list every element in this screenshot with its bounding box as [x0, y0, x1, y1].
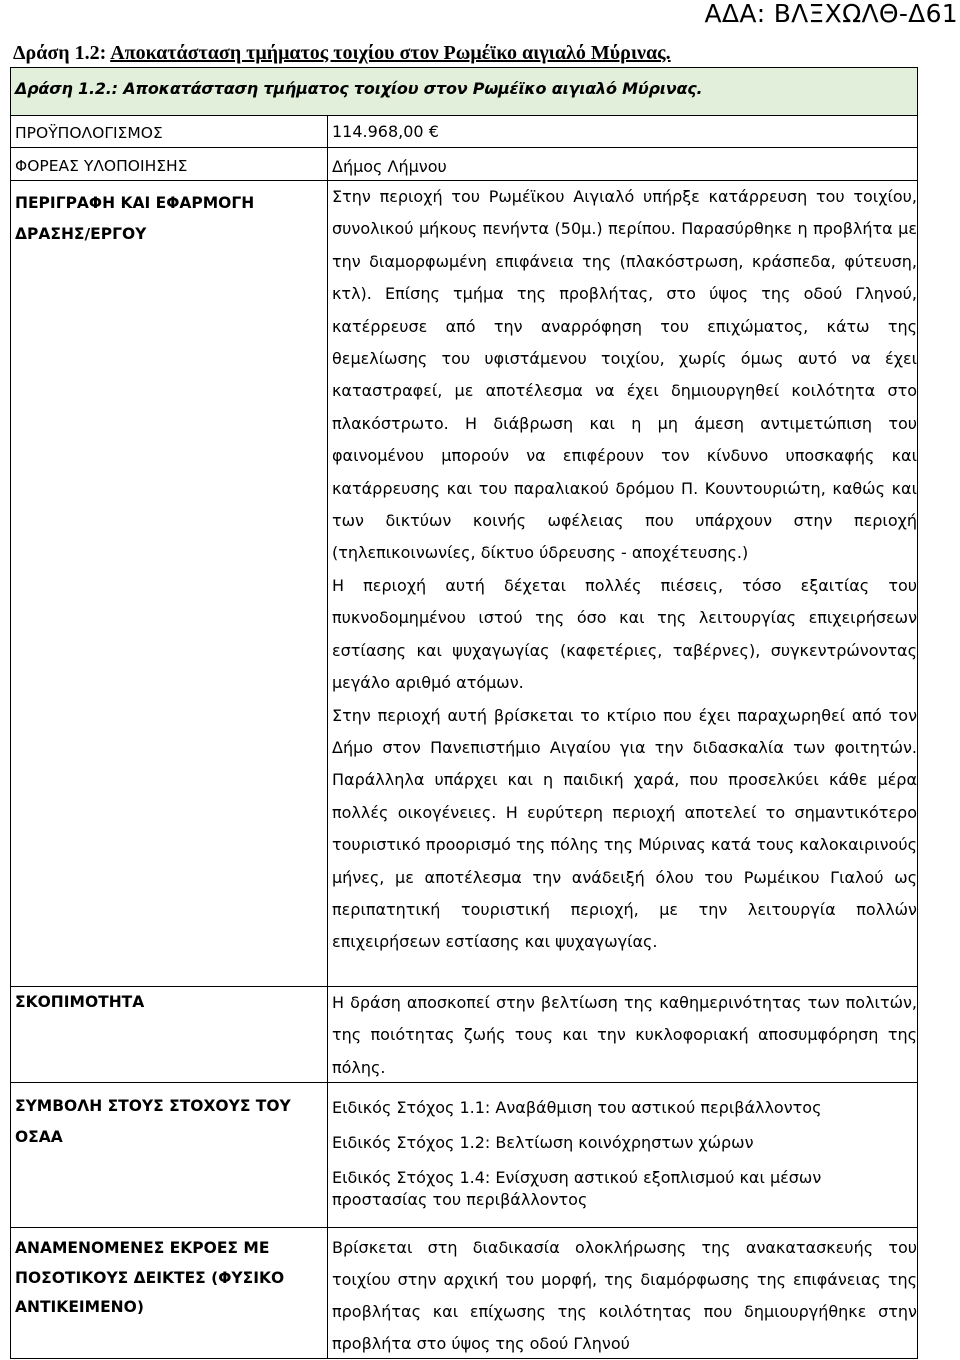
agency-row — [10, 148, 918, 181]
page-heading — [13, 40, 671, 66]
description-label — [10, 181, 328, 987]
contribution-value — [328, 1083, 918, 1228]
description-paragraph-3: Στην περιοχή αυτή βρίσκεται το κτίριο που έχει παραχωρηθεί από τον Δήμο στον Πανεπιστήμιο Αιγαίου για την διδασκαλία των φοιτητών. Παράλληλα υπάρχει και η παιδική χαρά, που προσελκύει κάθε μέρα πολλές οικογένειες. Η ευρύτερη περιοχή αποτελεί το σημαντικότερο τουριστικό προορισμό της πόλης της Μύρινας κατά τους καλοκαιρινούς μήνες, με αποτέλεσμα την ανάδειξή όλου του Ρωμέικου Γιαλού ως περιπατητική τουριστική περιοχή, με την λειτουργία πολλών επιχειρήσεων εστίασης και ψυχαγωγίας. — [332, 705, 917, 952]
description-value — [328, 181, 918, 987]
purpose-row — [10, 987, 918, 1083]
description-paragraph-2: Η περιοχή αυτή δέχεται πολλές πιέσεις, τόσο εξαιτίας του πυκνοδομημένου ιστού της όσο και της λειτουργίας επιχειρήσεων εστίασης και ψυχαγωγίας (καφετέριες, ταβέρνες), συγκεντρώνοντας μεγάλο αριθμό ατόμων. — [332, 575, 917, 693]
table-title: Δράση 1.2.: Αποκατάσταση τμήματος τοιχίου στον Ρωμέϊκο αιγιαλό Μύρινας. — [10, 67, 918, 116]
description-label-line1: ΠΕΡΙΓΡΑΦΗ ΚΑΙ ΕΦΑΡΜΟΓΗ — [15, 194, 255, 212]
agency-value: Δήμος Λήμνου — [328, 148, 918, 181]
heading-title: Αποκατάσταση τμήματος τοιχίου στον Ρωμέϊκο αιγιαλό Μύρινας. — [110, 42, 671, 64]
outputs-label — [10, 1228, 328, 1359]
description-row — [10, 181, 918, 987]
purpose-label: ΣΚΟΠΙΜΟΤΗΤΑ — [10, 987, 328, 1083]
agency-label: ΦΟΡΕΑΣ ΥΛΟΠΟΙΗΣΗΣ — [10, 148, 328, 181]
contribution-label — [10, 1083, 328, 1228]
description-label-line2: ΔΡΑΣΗΣ/ΕΡΓΟΥ — [15, 225, 147, 243]
heading-prefix: Δράση 1.2: — [13, 42, 111, 64]
outputs-value: Βρίσκεται στη διαδικασία ολοκλήρωσης της ανακατασκευής του τοιχίου στην αρχική του μορφή, της διαμόρφωσης της επιφάνειας της προβλήτας και επίχωσης της κοιλότητας που δημιουργήθηκε στην προβλήτα στο ύψος της οδού Γληνού — [328, 1228, 918, 1359]
outputs-label-line1: ΑΝΑΜΕΝΟΜΕΝΕΣ ΕΚΡΟΕΣ ΜΕ — [15, 1239, 270, 1257]
outputs-row — [10, 1228, 918, 1359]
contribution-label-line1: ΣΥΜΒΟΛΗ ΣΤΟΥΣ ΣΤΟΧΟΥΣ ΤΟΥ — [15, 1097, 291, 1115]
contribution-row — [10, 1083, 918, 1228]
outputs-label-line3: ΑΝΤΙΚΕΙΜΕΝΟ) — [15, 1298, 144, 1316]
budget-label: ΠΡΟΫΠΟΛΟΓΙΣΜΟΣ — [10, 116, 328, 148]
purpose-value: Η δράση αποσκοπεί στην βελτίωση της καθημερινότητας των πολιτών, της ποιότητας ζωής τους και την κυκλοφοριακή αποσυμφόρηση της πόλης. — [328, 987, 918, 1083]
action-table — [10, 67, 918, 1359]
contribution-label-line2: ΟΣΑΑ — [15, 1128, 63, 1146]
ada-code: ΑΔΑ: ΒΛΞΧΩΛΘ-Δ61 — [704, 0, 958, 28]
budget-value: 114.968,00 € — [328, 116, 918, 148]
outputs-label-line2: ΠΟΣΟΤΙΚΟΥΣ ΔΕΙΚΤΕΣ (ΦΥΣΙΚΟ — [15, 1268, 285, 1287]
description-paragraph-1: Στην περιοχή του Ρωμέϊκου Αιγιαλό υπήρξε κατάρρευση του τοιχίου, συνολικού μήκους πενήντα (50μ.) περίπου. Παρασύρθηκε η προβλήτα με την διαμορφωμένη επιφάνεια της (πλακόστρωση, κράσπεδα, φύτευση, κτλ). Επίσης τμήμα της προβλήτας, στο ύψος της οδού Γληνού, κατέρρευσε από την αναρρόφηση του επιχώματος, κάτω της θεμελίωσης του υφιστάμενου τοιχίου, χωρίς όμως αυτό να έχει καταστραφεί, με αποτέλεσμα να έχει δημιουργηθεί κοιλότητα στο πλακόστρωτο. Η διάβρωση και η μη άμεση αντιμετώπιση του φαινομένου μπορούν να επιφέρουν τον κίνδυνο υποσκαφής και κατάρρευσης και του παραλιακού δρόμου Π. Κουντουριώτη, καθώς και των δικτύων κοινής ωφέλειας που υπάρχουν στην περιοχή (τηλεπικοινωνίες, δίκτυο ύδρευσης - αποχέτευσης.) — [332, 187, 917, 563]
objective-item: Ειδικός Στόχος 1.1: Αναβάθμιση του αστικού περιβάλλοντος — [332, 1098, 822, 1117]
budget-row — [10, 116, 918, 148]
objective-item: Ειδικός Στόχος 1.2: Βελτίωση κοινόχρηστων χώρων — [332, 1133, 754, 1152]
objective-item: Ειδικός Στόχος 1.4: Ενίσχυση αστικού εξοπλισμού και μέσων προστασίας του περιβάλλοντος — [332, 1168, 822, 1209]
